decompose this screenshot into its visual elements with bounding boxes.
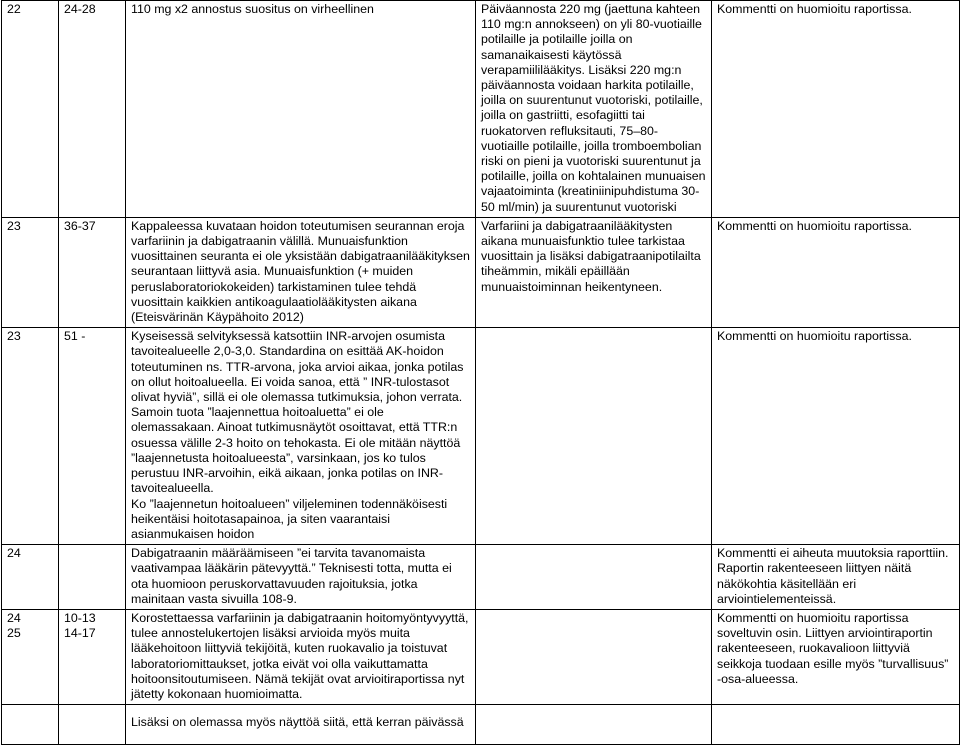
comment-content [126, 1, 476, 218]
row-number-text: 23 [7, 218, 21, 233]
comment-paragraph: Kappaleessa kuvataan hoidon toteutumisen seurannan eroja varfariinin ja dabigatraanin välillä. Munuaisfunktion vuosittainen seuranta ei ole yksistään dabigatraanilääkityksen seurantaan liittyvä asia. Munuaisfunktion (+ muiden peruslaboratoriokokeiden) tarkistaminen tulee tehdä vuosittain kaikkien antikoagulaatiolääkitysten aikana (Eteisvärinän Käypähoito 2012) [131, 218, 470, 325]
page-range-text: 14-17 [64, 626, 96, 641]
row-number-text: 22 [7, 2, 21, 16]
row-number-text: 23 [7, 329, 21, 344]
comment-status-text: Kommentti on huomioitu raportissa soveltuvin osin. Liittyen arviointiraportin rakenteeseen, ruokavalioon liittyviä seikkoja tuodaan esille myös ”turvallisuus” -osa-alueessa. [717, 610, 949, 686]
comment-content [126, 545, 476, 610]
comment-paragraph: Korostettaessa varfariinin ja dabigatraanin hoitomyöntyvyyttä, tulee annostelukertojen lisäksi arvioida myös muita lääkehoitoon liittyviä tekijöitä, kuten ruokavalio ja toistuvat laboratoriomittaukset, jotka eivät voi olla vaikuttamatta hoitoonsitoutumiseen. Nämä tekijät ovat arvioitiraportissa nyt jätetty kokonaan huomioimatta. [131, 610, 469, 701]
row-number-text: 25 [7, 626, 21, 641]
response-cell [476, 328, 712, 545]
comment-status [712, 545, 960, 610]
table-row [2, 705, 960, 745]
row-number [2, 328, 59, 545]
page-range-text: 51 - [64, 329, 86, 344]
row-number [2, 217, 59, 327]
page-range [59, 545, 126, 610]
row-number-text: 24 [7, 546, 21, 561]
page-range [59, 217, 126, 327]
comment-content [126, 328, 476, 545]
row-number [2, 705, 59, 745]
comment-status [712, 328, 960, 545]
table-row [2, 217, 960, 327]
table-row [2, 328, 960, 545]
row-number [2, 545, 59, 610]
table-row [2, 545, 960, 610]
comments-table [1, 0, 960, 745]
row-number [2, 609, 59, 704]
comment-content [126, 609, 476, 704]
page-range-text: 36-37 [64, 218, 96, 233]
comment-paragraph: Dabigatraanin määräämiseen ”ei tarvita tavanomaista vaativampaa lääkärin pätevyyttä.” Teknisesti totta, mutta ei ota huomioon peruskorvattavuuden rajoituksia, jotka mainitaan vasta sivuilla 108-9. [131, 546, 452, 606]
comment-status-text: Kommentti on huomioitu raportissa. [717, 2, 912, 16]
page-range-text: 10-13 [64, 610, 96, 625]
comment-status [712, 1, 960, 218]
comment-content-text: 110 mg x2 annostus suositus on virheellinen [131, 2, 374, 16]
comment-status-text: Kommentti on huomioitu raportissa. [717, 329, 912, 344]
comment-paragraph: Ko ”laajennetun hoitoalueen” viljeleminen todennäköisesti heikentäisi hoitotasapainoa, ja siten vaarantaisi asianmukaisen hoidon [131, 496, 448, 541]
comment-status [712, 609, 960, 704]
response-cell [476, 1, 712, 218]
comment-paragraph: Lisäksi on olemassa myös näyttöä siitä, että kerran päivässä [131, 715, 464, 730]
table-row [2, 609, 960, 704]
comment-content [126, 217, 476, 327]
table-row [2, 1, 960, 218]
page-range [59, 1, 126, 218]
comment-status [712, 217, 960, 327]
page-range [59, 705, 126, 745]
comment-status [712, 705, 960, 745]
row-number [2, 1, 59, 218]
comment-paragraph: Kyseisessä selvityksessä katsottiin INR-arvojen osumista tavoitealueelle 2,0-3,0. Standardina on esittää AK-hoidon toteutuminen ns. TTR-arvona, joka arvioi aikaa, jonka potilas on ollut hoitoalueella. Ei voida sanoa, että ” INR-tulostasot olivat hyviä”, sillä ei ole olemassa tutkimuksia, johon verrata. Samoin tuota ”laajennettua hoitoaluetta” ei ole olemassakaan. Ainoat tutkimusnäytöt osoittavat, että TTR:n osuessa välille 2-3 hoito on tehokasta. Ei ole mitään näyttöä ”laajennetusta hoitoalueesta”, varsinkaan, jos ko tulos perustuu INR-arvoihin, eikä aikaan, jonka potilas on INR-tavoitealueella. [131, 329, 464, 496]
page-range-text: 24-28 [64, 2, 96, 16]
response-cell [476, 217, 712, 327]
response-cell [476, 609, 712, 704]
comment-content [126, 705, 476, 745]
response-text: Päiväannosta 220 mg (jaettuna kahteen 110 mg:n annokseen) on yli 80-vuotiaille potilaille ja potilaille joilla on samanaikaisesti käytössä verapamiililääkitys. Lisäksi 220 mg:n päiväannosta voidaan harkita potilaille, joilla on suurentunut vuotoriski, potilaille, joilla on gastriitti, esofagiitti tai ruokatorven refluksitauti, 75–80-vuotiaille potilaille, joilla tromboembolian riski on pieni ja vuotoriski suurentunut ja potilaille, joilla on kohtalainen munuaisen vajaatoiminta (kreatiniinipuhdistuma 30-50 ml/min) ja suurentunut vuotoriski [481, 2, 706, 214]
response-cell [476, 705, 712, 745]
row-number-text: 24 [7, 610, 21, 625]
response-cell [476, 545, 712, 610]
page-range [59, 328, 126, 545]
comment-status-text: Kommentti ei aiheuta muutoksia raporttiin. Raportin rakenteeseen liittyen näitä näkökohtia käsitellään eri arviointielementeissä. [717, 546, 949, 606]
comment-status-text: Kommentti on huomioitu raportissa. [717, 218, 912, 233]
page-range [59, 609, 126, 704]
response-text: Varfariini ja dabigatraanilääkitysten aikana munuaisfunktio tulee tarkistaa vuosittain ja lisäksi dabigatraanipotilailta tiheämmin, mikäli epäillään munuaistoiminnan heikentyneen. [481, 218, 701, 294]
